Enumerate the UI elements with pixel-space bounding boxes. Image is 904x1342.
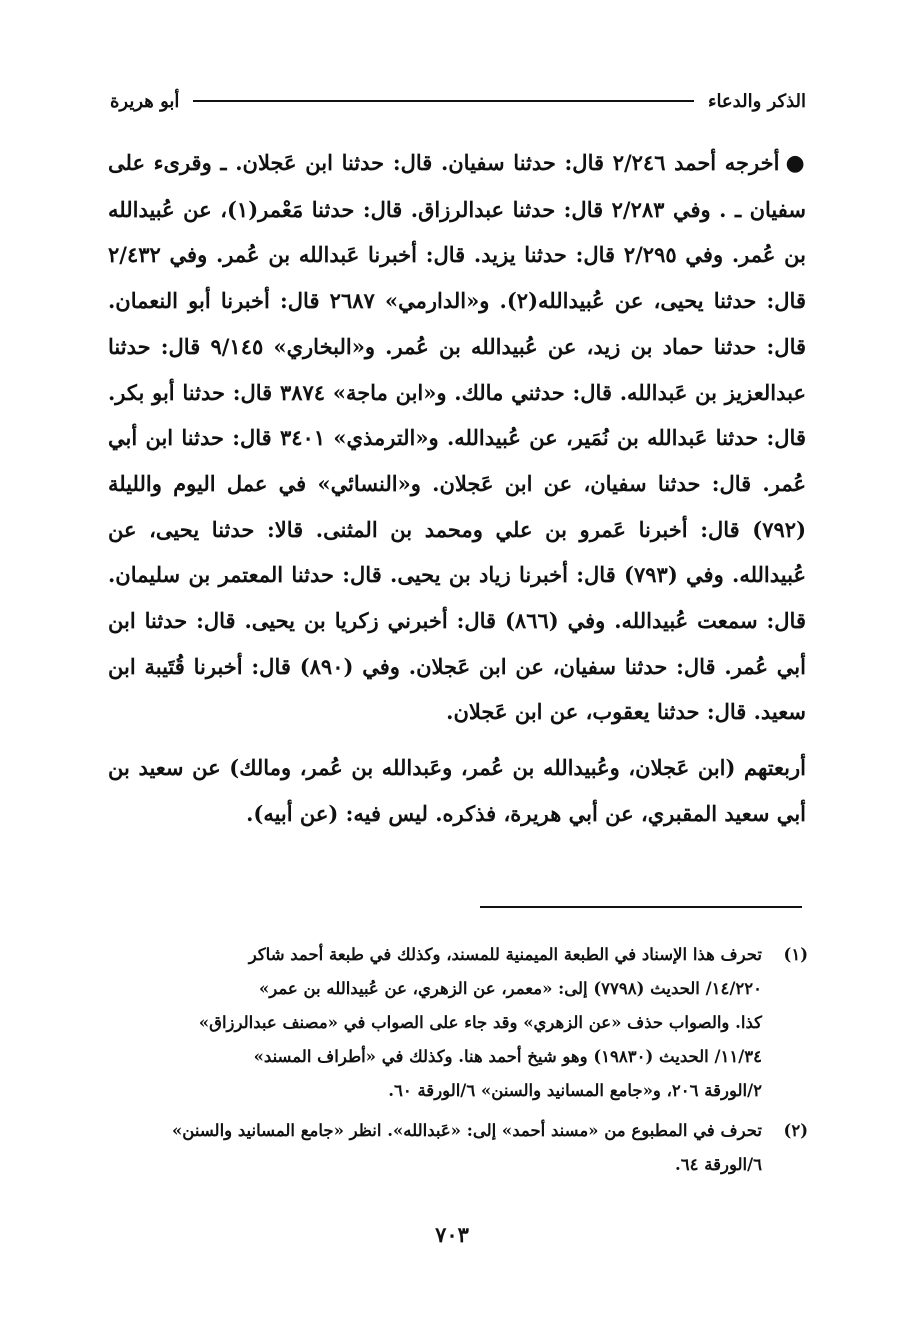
footnote-line: تحرف هذا الإسناد في الطبعة الميمنية للمسند، وكذلك في طبعة أحمد شاكر xyxy=(248,945,762,964)
paragraph-1-text: أخرجه أحمد ٢/٢٤٦ قال: حدثنا سفيان. قال: حدثنا ابن عَجلان. ـ وقرىء على سفيان ـ . وفي ٢/٢٨٣ قال: حدثنا عبدالرزاق. قال: حدثنا مَعْمر(١)، عن عُبيدالله بن عُمر. وفي ٢/٢٩٥ قال: حدثنا يزيد. قال: أخبرنا عَبدالله بن عُمر. وفي ٢/٤٣٢ قال: حدثنا يحيى، عن عُبيدالله(٢). و«الدارمي» ٢٦٨٧ قال: أخبرنا أبو النعمان. قال: حدثنا حماد بن زيد، عن عُبيدالله بن عُمر. و«البخاري» ٩/١٤٥ قال: حدثنا عبدالعزيز بن عَبدالله. قال: حدثني مالك. و«ابن ماجة» ٣٨٧٤ قال: حدثنا أبو بكر. قال: حدثنا عَبدالله بن نُمَير، عن عُبيدالله. و«الترمذي» ٣٤٠١ قال: حدثنا ابن أبي عُمر. قال: حدثنا سفيان، عن ابن عَجلان. و«النسائي» في عمل اليوم والليلة (٧٩٢) قال: أخبرنا عَمرو بن علي ومحمد بن المثنى. قالا: حدثنا يحيى، عن عُبيدالله. وفي (٧٩٣) قال: أخبرنا زياد بن يحيى. قال: حدثنا المعتمر بن سليمان. قال: سمعت عُبيدالله. وفي (٨٦٦) قال: أخبرني زكريا بن يحيى. قال: حدثنا ابن أبي عُمر. قال: حدثنا سفيان، عن ابن عَجلان. وفي (٨٩٠) قال: أخبرنا قُتَيبة ابن سعيد. قال: حدثنا يعقوب، عن ابن عَجلان. xyxy=(108,150,806,725)
footnote-number: (٢) xyxy=(783,1121,808,1140)
footnote-separator xyxy=(480,906,802,908)
footnote-text xyxy=(108,938,762,1108)
running-header xyxy=(110,84,806,118)
header-section-title: أبو هريرة xyxy=(110,90,180,112)
footnote-1 xyxy=(108,938,808,1108)
footnote-line: تحرف في المطبوع من «مسند أحمد» إلى: «عَبدالله». انظر «جامع المسانيد والسنن» xyxy=(171,1121,762,1140)
footnote-2 xyxy=(108,1114,808,1182)
header-rule xyxy=(193,100,694,102)
page-number: ٧٠٣ xyxy=(435,1222,469,1247)
footnote-text xyxy=(108,1114,762,1182)
footnote-line: كذا. والصواب حذف «عن الزهري» وقد جاء على الصواب في «مصنف عبدالرزاق» xyxy=(198,1013,762,1032)
footnote-line: ٦/الورقة ٦٤. xyxy=(675,1155,762,1174)
summary-paragraph: أربعتهم (ابن عَجلان، وعُبيدالله بن عُمر، وعَبدالله بن عُمر، ومالك) عن سعيد بن أبي سعيد المقبري، عن أبي هريرة، فذكره. ليس فيه: (عن أبيه). xyxy=(108,755,806,826)
footnote-number: (١) xyxy=(783,945,808,964)
takhrij-paragraph xyxy=(108,140,806,735)
footnote-line: ١١/٣٤/ الحديث (١٩٨٣٠) وهو شيخ أحمد هنا. وكذلك في «أطراف المسند» xyxy=(253,1047,762,1066)
footnote-line: ٢/الورقة ٢٠٦، و«جامع المسانيد والسنن» ٦/الورقة ٦٠. xyxy=(388,1081,762,1100)
footnote-line: ١٤/٢٢٠/ الحديث (٧٧٩٨) إلى: «معمر، عن الزهري، عن عُبيدالله بن عمر» xyxy=(258,979,762,998)
main-text xyxy=(108,140,806,837)
footnotes xyxy=(108,938,808,1182)
header-chapter-title: الذكر والدعاء xyxy=(707,90,806,112)
bullet-icon: ● xyxy=(785,150,807,176)
